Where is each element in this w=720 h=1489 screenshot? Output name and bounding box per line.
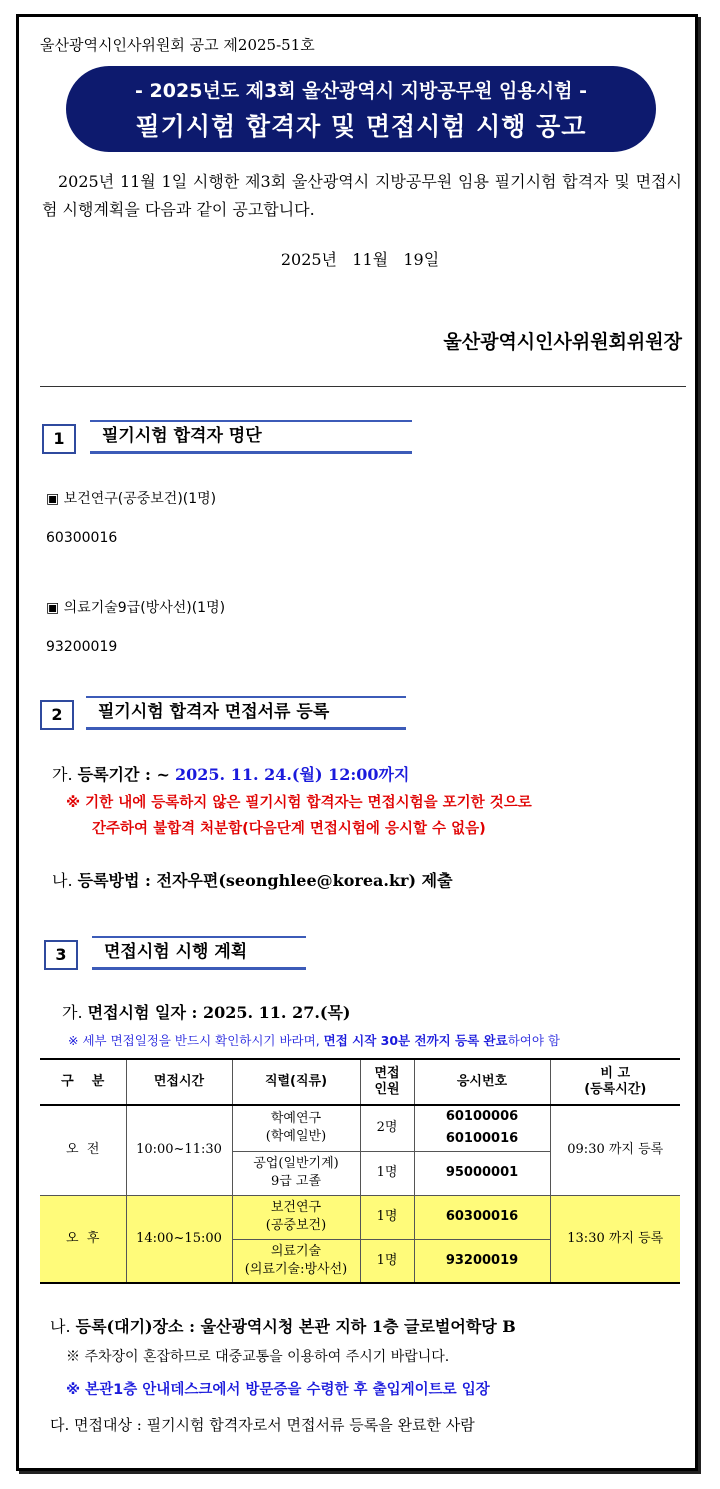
pm-row2-ids [414, 1239, 550, 1283]
am-row1-id1: 60100006 [445, 1109, 519, 1125]
title-banner [66, 66, 656, 152]
section2-period-value: 2025. 11. 24.(월) 12:00까지 [175, 765, 410, 784]
section2-method-prefix: 나. [52, 871, 73, 890]
section2-period-label: 등록기간 : ~ [77, 765, 170, 784]
section3-date [62, 1000, 351, 1023]
section1-number: 1 [42, 424, 76, 454]
table-row [40, 1195, 680, 1239]
am-row2-id1: 95000001 [445, 1165, 519, 1180]
signer: 울산광역시인사위원회위원장 [443, 331, 682, 353]
banner-line1: - 2025년도 제3회 울산광역시 지방공무원 임용시험 - [135, 80, 587, 102]
table-header-row [40, 1059, 680, 1105]
section2-number: 2 [40, 700, 74, 730]
section2-warning-line2: 간주하여 불합격 처분함(다음단계 면접시험에 응시할 수 없음) [92, 821, 486, 837]
section1-group1-ids: 60300016 [46, 530, 118, 546]
section2-title: 필기시험 합격자 면접서류 등록 [86, 696, 406, 730]
header-ids: 응시번호 [414, 1059, 550, 1105]
section2-period-prefix: 가. [52, 765, 73, 784]
section1-group1-label: ▣ 보건연구(공중보건)(1명) [46, 491, 217, 507]
table-row [40, 1105, 680, 1151]
section3-entry-note: ※ 본관1층 안내데스크에서 방문증을 수령한 후 출입게이트로 입장 [66, 1382, 490, 1398]
section1-title: 필기시험 합격자 명단 [90, 420, 412, 454]
pm-row1-id1: 60300016 [445, 1209, 519, 1224]
am-note: 09:30 까지 등록 [550, 1105, 680, 1195]
pm-row1-count: 1명 [360, 1195, 414, 1239]
intro-text: 2025년 11월 1일 시행한 제3회 울산광역시 지방공무원 임용 필기시험 합격자 및 면접시험 시행계획을 다음과 같이 공고합니다. [42, 172, 682, 219]
notice-number: 울산광역시인사위원회 공고 제2025-51호 [40, 36, 315, 54]
section3-note [68, 1031, 560, 1049]
banner-line2: 필기시험 합격자 및 면접시험 시행 공고 [135, 112, 587, 141]
section3-date-prefix: 가. [62, 1003, 83, 1022]
section3-number: 3 [44, 940, 78, 970]
header-time: 면접시간 [126, 1059, 232, 1105]
header-series: 직렬(직류) [232, 1059, 360, 1105]
pm-row1-series: 보건연구 (공중보건) [232, 1195, 360, 1239]
section2-method-text: 등록방법 : 전자우편(seonghlee@korea.kr) 제출 [77, 871, 453, 890]
pm-row2-id1: 93200019 [445, 1252, 519, 1268]
section3-date-text: 면접시험 일자 : 2025. 11. 27.(목) [87, 1003, 351, 1022]
pm-row2-series: 의료기술 (의료기술:방사선) [232, 1239, 360, 1283]
section3-note-post: 하여야 함 [507, 1033, 560, 1048]
section3-note-pre: ※ 세부 면접일정을 반드시 확인하시기 바라며, [68, 1033, 320, 1048]
section2-method [52, 868, 453, 891]
section3-place-text: 등록(대기)장소 : 울산광역시청 본관 지하 1층 글로벌어학당 B [75, 1317, 516, 1336]
divider [40, 386, 686, 387]
section3-place [50, 1314, 516, 1337]
am-time: 10:00~11:30 [126, 1105, 232, 1195]
am-row1-ids [414, 1105, 550, 1151]
section3-place-prefix: 나. [50, 1317, 71, 1336]
header-count: 면접 인원 [360, 1059, 414, 1105]
section1-group2-label: ▣ 의료기술9급(방사선)(1명) [46, 600, 226, 616]
pm-label: 오 후 [40, 1195, 126, 1283]
am-row1-series: 학예연구 (학예일반) [232, 1105, 360, 1151]
header-note: 비 고 (등록시간) [550, 1059, 680, 1105]
section3-parking-note: ※ 주차장이 혼잡하므로 대중교통을 이용하여 주시기 바랍니다. [66, 1349, 450, 1365]
pm-note: 13:30 까지 등록 [550, 1195, 680, 1283]
pm-time: 14:00~15:00 [126, 1195, 232, 1283]
header-category: 구 분 [40, 1059, 126, 1105]
am-row2-series: 공업(일반기계) 9급 고졸 [232, 1151, 360, 1195]
section3-target: 다. 면접대상 : 필기시험 합격자로서 면접서류 등록을 완료한 사람 [50, 1416, 475, 1434]
section2-warning-line1: ※ 기한 내에 등록하지 않은 필기시험 합격자는 면접시험을 포기한 것으로 [66, 795, 532, 811]
notice-date: 2025년 11월 19일 [280, 250, 440, 269]
schedule-table [40, 1058, 680, 1284]
section3-title: 면접시험 시행 계획 [92, 936, 306, 970]
am-label: 오 전 [40, 1105, 126, 1195]
am-row1-count: 2명 [360, 1105, 414, 1151]
am-row2-count: 1명 [360, 1151, 414, 1195]
section1-group2-ids: 93200019 [46, 639, 118, 655]
pm-row1-ids [414, 1195, 550, 1239]
am-row1-id2: 60100016 [445, 1131, 519, 1147]
am-row2-ids [414, 1151, 550, 1195]
section2-period [52, 762, 409, 785]
section3-note-bold: 면접 시작 30분 전까지 등록 완료 [323, 1033, 508, 1048]
pm-row2-count: 1명 [360, 1239, 414, 1283]
